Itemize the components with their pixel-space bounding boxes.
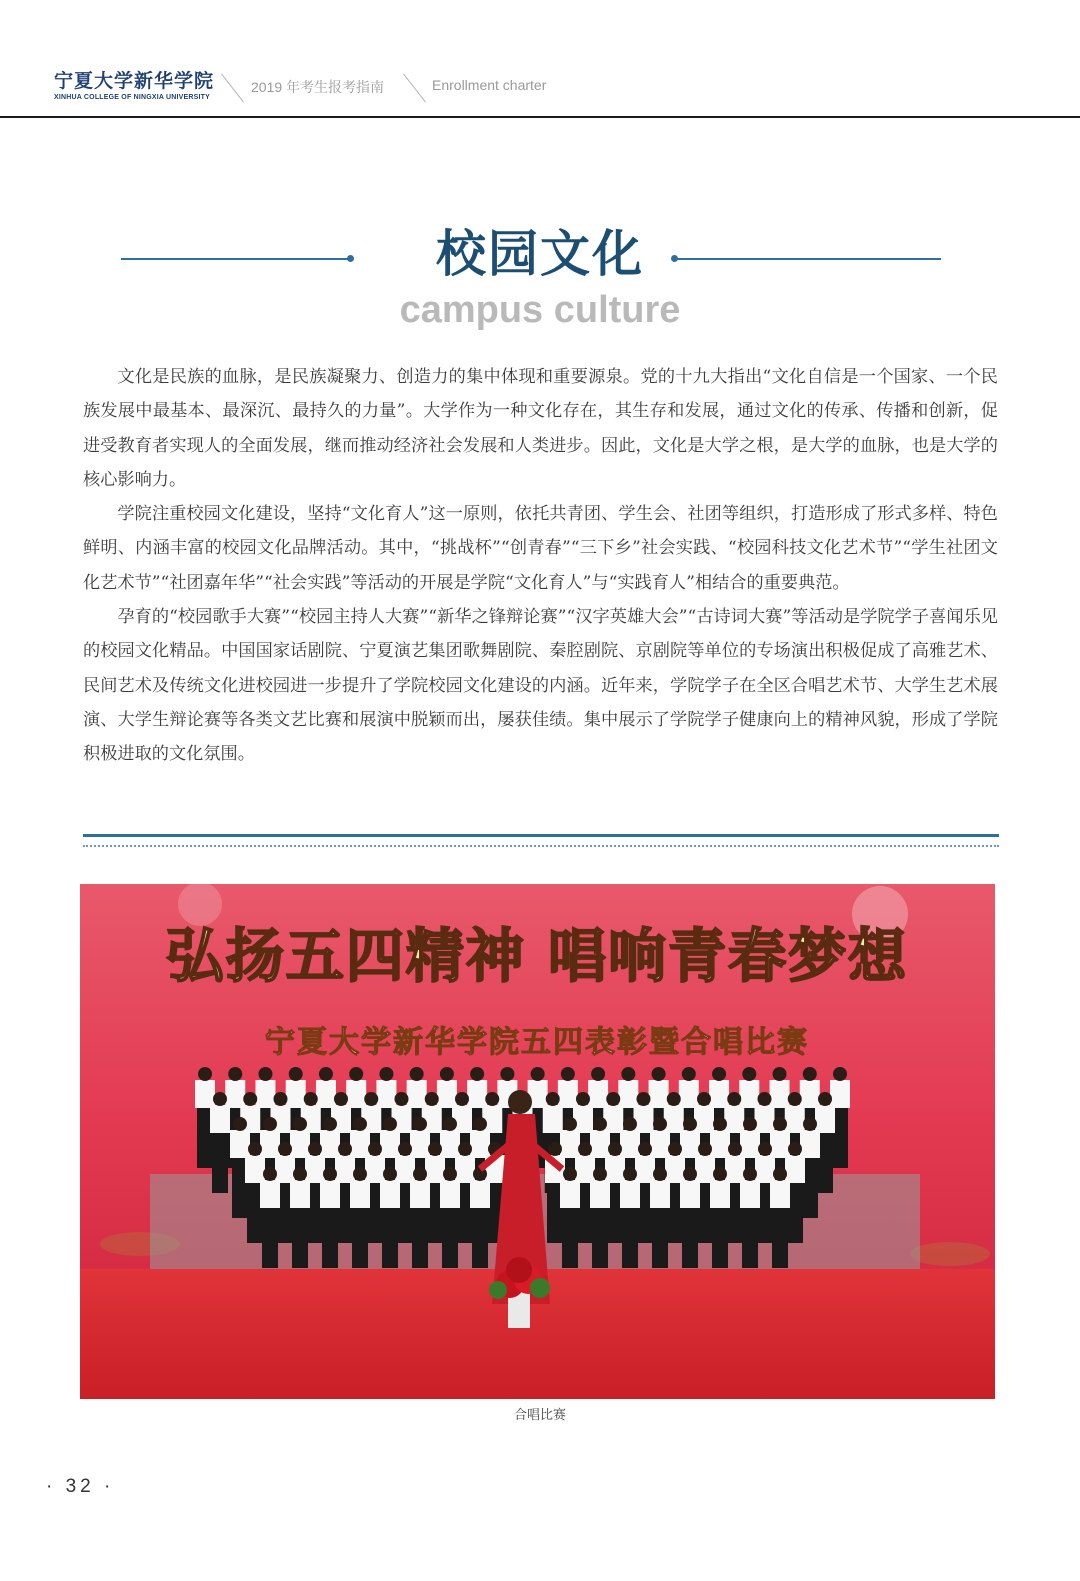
singer-head — [500, 1067, 514, 1081]
singer-shirt — [785, 1105, 805, 1133]
singer-shirt — [286, 1080, 306, 1108]
singer-head — [742, 1067, 756, 1081]
singer-shirt — [575, 1155, 595, 1183]
section-separator — [83, 834, 999, 837]
singer-shirt — [695, 1155, 715, 1183]
singer-head — [623, 1117, 637, 1131]
singer-head — [548, 1142, 562, 1156]
singer-head — [198, 1067, 212, 1081]
singer-shirt — [725, 1155, 745, 1183]
singer-head — [395, 1092, 409, 1106]
singer-shirt — [425, 1155, 445, 1183]
singer-legs — [322, 1208, 338, 1268]
singer-head — [278, 1142, 292, 1156]
singer-legs — [682, 1208, 698, 1268]
singer-shirt — [635, 1155, 655, 1183]
singer-head — [606, 1092, 620, 1106]
paragraph: 孕育的“校园歌手大赛”“校园主持人大赛”“新华之锋辩论赛”“汉字英雄大会”“古诗词大赛”等活动是学院学子喜闻乐见的校园文化精品。中国国家话剧院、宁夏演艺集团歌舞剧院、秦腔剧院、京剧院等单位的专场演出积极促成了高雅艺术、民间艺术及传统文化进校园进一步提升了学院校园文化建设的内涵。近年来，学院学子在全区合唱艺术节、大学生艺术展演、大学生辩论赛等各类文艺比赛和展演中脱颖而出，屡获佳绩。集中展示了学院学子健康向上的精神风貌，形成了学院积极进取的文化氛围。 — [83, 607, 998, 765]
singer-shirt — [543, 1105, 563, 1133]
singer-head — [653, 1117, 667, 1131]
singer-head — [319, 1067, 333, 1081]
backdrop-flower — [910, 1242, 990, 1266]
singer-head — [293, 1167, 307, 1181]
singer-legs — [212, 1133, 228, 1193]
singer-head — [668, 1142, 682, 1156]
singer-legs — [292, 1208, 308, 1268]
guide-title: 2019 年考生报考指南 — [251, 79, 385, 95]
singer-shirt — [320, 1180, 340, 1208]
singer-shirt — [800, 1130, 820, 1158]
singer-head — [743, 1117, 757, 1131]
singer-legs — [712, 1208, 728, 1268]
college-logo — [54, 70, 214, 101]
singer-legs — [622, 1208, 638, 1268]
singer-shirt — [815, 1105, 835, 1133]
singer-shirt — [573, 1105, 593, 1133]
singer-shirt — [376, 1080, 396, 1108]
singer-head — [413, 1117, 427, 1131]
singer-head — [637, 1092, 651, 1106]
singer-legs — [352, 1208, 368, 1268]
singer-shirt — [680, 1130, 700, 1158]
singer-head — [379, 1067, 393, 1081]
singer-head — [334, 1092, 348, 1106]
singer-head — [440, 1067, 454, 1081]
singer-legs — [652, 1208, 668, 1268]
singer-shirt — [410, 1180, 430, 1208]
singer-shirt — [603, 1105, 623, 1133]
singer-shirt — [620, 1130, 640, 1158]
singer-shirt — [365, 1155, 385, 1183]
singer-shirt — [290, 1180, 310, 1208]
singer-shirt — [650, 1180, 670, 1208]
banner-sub: 宁夏大学新华学院五四表彰暨合唱比赛 — [265, 1025, 809, 1060]
singer-shirt — [740, 1130, 760, 1158]
singer-head — [773, 1167, 787, 1181]
singer-shirt — [275, 1155, 295, 1183]
singer-legs — [472, 1208, 488, 1268]
singer-shirt — [290, 1130, 310, 1158]
singer-shirt — [335, 1155, 355, 1183]
singer-head — [349, 1067, 363, 1081]
singer-head — [383, 1117, 397, 1131]
singer-head — [410, 1067, 424, 1081]
singer-shirt — [680, 1180, 700, 1208]
singer-head — [443, 1117, 457, 1131]
singer-shirt — [649, 1080, 669, 1108]
paragraph: 文化是民族的血脉，是民族凝聚力、创造力的集中体现和重要源泉。党的十九大指出“文化自信是一个国家、一个民族发展中最基本、最深沉、最持久的力量”。大学作为一种文化存在，其生存和发展，通过文化的传承、传播和创新，促进受教育者实现人的全面发展，继而推动经济社会发展和人类进步。因此，文化是大学之根，是大学的血脉，也是大学的核心影响力。 — [83, 367, 998, 490]
singer-head — [263, 1117, 277, 1131]
logo-chinese-name: 宁夏大学新华学院 — [54, 70, 215, 92]
photo-caption: 合唱比赛 — [513, 1408, 566, 1423]
singer-shirt — [470, 1130, 490, 1158]
singer-shirt — [380, 1130, 400, 1158]
singer-head — [383, 1167, 397, 1181]
singer-head — [578, 1142, 592, 1156]
singer-head — [293, 1117, 307, 1131]
singer-head — [623, 1167, 637, 1181]
singer-shirt — [605, 1155, 625, 1183]
singer-head — [485, 1092, 499, 1106]
singer-shirt — [770, 1080, 790, 1108]
singer-head — [773, 1067, 787, 1081]
singer-shirt — [467, 1080, 487, 1108]
singer-shirt — [558, 1080, 578, 1108]
singer-legs — [772, 1208, 788, 1268]
backdrop-balloon — [178, 884, 222, 926]
header-divider — [221, 74, 244, 103]
singer-head — [652, 1067, 666, 1081]
singer-head — [667, 1092, 681, 1106]
singer-head — [470, 1067, 484, 1081]
singer-shirt — [350, 1130, 370, 1158]
singer-head — [743, 1167, 757, 1181]
singer-head — [773, 1117, 787, 1131]
singer-legs — [442, 1208, 458, 1268]
singer-shirt — [346, 1080, 366, 1108]
singer-shirt — [618, 1080, 638, 1108]
singer-head — [818, 1092, 832, 1106]
singer-shirt — [590, 1130, 610, 1158]
page-number: · 32 · — [46, 1476, 115, 1497]
singer-head — [563, 1117, 577, 1131]
singer-head — [323, 1167, 337, 1181]
singer-legs — [562, 1208, 578, 1268]
singer-shirt — [350, 1180, 370, 1208]
singer-shirt — [260, 1130, 280, 1158]
singer-shirt — [740, 1180, 760, 1208]
singer-shirt — [830, 1080, 850, 1108]
singer-head — [243, 1092, 257, 1106]
singer-head — [263, 1167, 277, 1181]
singer-shirt — [770, 1180, 790, 1208]
page-header — [0, 0, 1080, 118]
singer-head — [621, 1067, 635, 1081]
singer-head — [713, 1117, 727, 1131]
singer-shirt — [770, 1130, 790, 1158]
singer-head — [338, 1142, 352, 1156]
singer-shirt — [410, 1130, 430, 1158]
singer-head — [531, 1067, 545, 1081]
singer-head — [546, 1092, 560, 1106]
singer-head — [364, 1092, 378, 1106]
singer-head — [593, 1167, 607, 1181]
singer-head — [683, 1117, 697, 1131]
singer-head — [248, 1142, 262, 1156]
singer-head — [213, 1092, 227, 1106]
singer-shirt — [755, 1155, 775, 1183]
singer-head — [591, 1067, 605, 1081]
singer-head — [455, 1092, 469, 1106]
singer-head — [563, 1167, 577, 1181]
singer-shirt — [320, 1130, 340, 1158]
singer-legs — [592, 1208, 608, 1268]
singer-head — [228, 1067, 242, 1081]
singer-head — [289, 1067, 303, 1081]
singer-shirt — [455, 1155, 475, 1183]
singer-shirt — [710, 1180, 730, 1208]
singer-head — [638, 1142, 652, 1156]
singer-head — [353, 1167, 367, 1181]
singer-shirt — [588, 1080, 608, 1108]
guide-english: Enrollment charter — [432, 77, 547, 93]
singer-head — [258, 1067, 272, 1081]
article-body — [83, 360, 998, 772]
choir-photo — [80, 884, 995, 1399]
singer-head — [697, 1092, 711, 1106]
singer-head — [698, 1142, 712, 1156]
singer-shirt — [755, 1105, 775, 1133]
singer-head — [608, 1142, 622, 1156]
singer-shirt — [620, 1180, 640, 1208]
singer-legs — [382, 1208, 398, 1268]
singer-shirt — [679, 1080, 699, 1108]
singer-head — [353, 1117, 367, 1131]
singer-head — [561, 1067, 575, 1081]
singer-shirt — [739, 1080, 759, 1108]
singer-shirt — [482, 1105, 502, 1133]
singer-head — [727, 1092, 741, 1106]
singer-shirt — [650, 1130, 670, 1158]
singer-shirt — [407, 1080, 427, 1108]
section-title: 校园文化 — [436, 225, 644, 283]
singer-shirt — [395, 1155, 415, 1183]
singer-shirt — [440, 1180, 460, 1208]
singer-head — [653, 1167, 667, 1181]
singer-head — [308, 1142, 322, 1156]
singer-shirt — [560, 1180, 580, 1208]
singer-shirt — [785, 1155, 805, 1183]
singer-head — [443, 1167, 457, 1181]
singer-shirt — [255, 1080, 275, 1108]
paragraph: 学院注重校园文化建设，坚持“文化育人”这一原则，依托共青团、学生会、社团等组织，打造形成了形式多样、特色鲜明、内涵丰富的校园文化品牌活动。其中，“挑战杯”“创青春”“三下乡”社会实践、“校园科技文化艺术节”“学生社团文化艺术节”“社团嘉年华”“社会实践”等活动的开展是学院“文化育人”与“实践育人”相结合的重要典范。 — [83, 504, 998, 593]
singer-head — [803, 1117, 817, 1131]
singer-shirt — [230, 1130, 250, 1158]
singer-head — [788, 1142, 802, 1156]
singer-shirt — [210, 1105, 230, 1133]
singer-legs — [742, 1208, 758, 1268]
singer-shirt — [440, 1130, 460, 1158]
singer-head — [728, 1142, 742, 1156]
singer-head — [576, 1092, 590, 1106]
singer-head — [713, 1167, 727, 1181]
singer-shirt — [665, 1155, 685, 1183]
header-rule — [0, 116, 1080, 118]
logo-english-name: XINHUA COLLEGE OF NINGXIA UNIVERSITY — [54, 94, 211, 101]
singer-head — [683, 1167, 697, 1181]
singer-shirt — [437, 1080, 457, 1108]
singer-head — [682, 1067, 696, 1081]
singer-shirt — [195, 1080, 215, 1108]
banner-main: 弘扬五四精神 唱响青春梦想 — [165, 922, 909, 990]
singer-shirt — [560, 1130, 580, 1158]
singer-head — [323, 1117, 337, 1131]
singer-shirt — [590, 1180, 610, 1208]
singer-head — [413, 1167, 427, 1181]
singer-head — [473, 1117, 487, 1131]
singer-head — [758, 1092, 772, 1106]
singer-head — [425, 1092, 439, 1106]
section-subtitle: campus culture — [399, 289, 681, 331]
singer-head — [758, 1142, 772, 1156]
singer-shirt — [664, 1105, 684, 1133]
singer-head — [833, 1067, 847, 1081]
singer-shirt — [710, 1130, 730, 1158]
singer-head — [803, 1067, 817, 1081]
singer-shirt — [380, 1180, 400, 1208]
singer-shirt — [634, 1105, 654, 1133]
singer-shirt — [470, 1180, 490, 1208]
singer-shirt — [694, 1105, 714, 1133]
singer-head — [593, 1117, 607, 1131]
header-divider — [403, 74, 426, 103]
singer-shirt — [316, 1080, 336, 1108]
singer-shirt — [225, 1080, 245, 1108]
singer-head — [712, 1067, 726, 1081]
singer-shirt — [260, 1180, 280, 1208]
singer-head — [233, 1117, 247, 1131]
singer-shirt — [800, 1080, 820, 1108]
singer-head — [368, 1142, 382, 1156]
singer-shirt — [305, 1155, 325, 1183]
singer-head — [274, 1092, 288, 1106]
singer-head — [398, 1142, 412, 1156]
singer-legs — [412, 1208, 428, 1268]
singer-head — [428, 1142, 442, 1156]
singer-shirt — [245, 1155, 265, 1183]
singer-shirt — [724, 1105, 744, 1133]
dotted-separator — [83, 845, 999, 847]
singer-head — [304, 1092, 318, 1106]
singer-legs — [262, 1208, 278, 1268]
singer-head — [458, 1142, 472, 1156]
singer-shirt — [709, 1080, 729, 1108]
singer-head — [788, 1092, 802, 1106]
